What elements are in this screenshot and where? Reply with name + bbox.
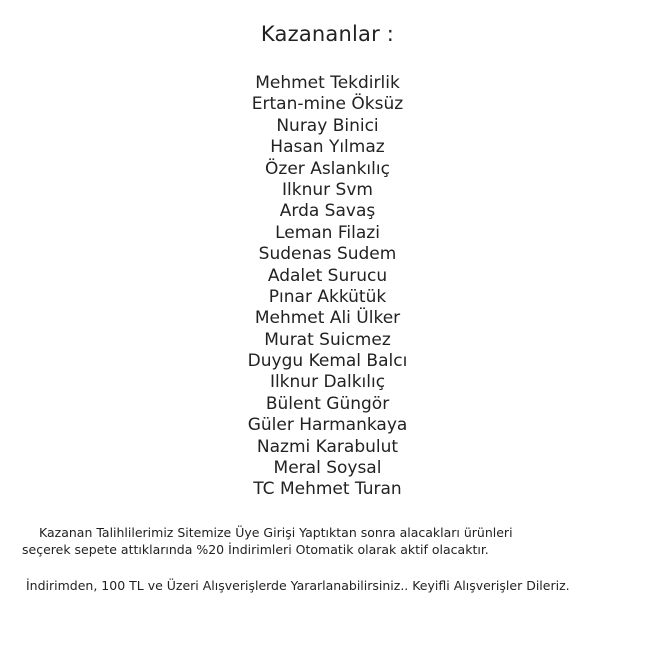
winner-name: Sudenas Sudem [258, 244, 397, 265]
discount-notice-line-2: seçerek sepete attıklarında %20 İndirimleri Otomatik olarak aktif olacaktır. [22, 542, 489, 557]
winner-name: Güler Harmankaya [247, 415, 408, 436]
discount-condition-line: İndirimden, 100 TL ve Üzeri Alışverişlerde Yararlanabilirsiniz.. Keyifli Alışverişler Dileriz. [26, 578, 570, 593]
winner-name: Özer Aslankılıç [265, 158, 390, 179]
winner-name: Ertan-mine Öksüz [251, 94, 404, 115]
winner-name: Ilknur Svm [282, 179, 373, 200]
winner-name: Arda Savaş [279, 201, 376, 222]
winner-name: Mehmet Ali Ülker [254, 308, 401, 329]
winner-name: Ilknur Dalkılıç [269, 372, 386, 393]
winner-name: Pınar Akkütük [268, 286, 387, 307]
winners-list [0, 73, 655, 501]
winner-name: Mehmet Tekdirlik [255, 73, 400, 93]
winner-name: Murat Suicmez [264, 329, 391, 350]
winner-name: Meral Soysal [273, 458, 382, 479]
page-title: Kazananlar : [260, 22, 395, 46]
winner-name: Leman Filazi [275, 222, 380, 243]
winner-name: Duygu Kemal Balcı [247, 351, 408, 372]
discount-notice-line-1: Kazanan Talihlilerimiz Sitemize Üye Girişi Yaptıktan sonra alacakları ürünleri [39, 525, 513, 540]
winner-name: TC Mehmet Turan [253, 479, 402, 500]
winner-name: Bülent Güngör [265, 393, 390, 414]
winner-name: Hasan Yılmaz [270, 137, 385, 158]
winner-name: Adalet Surucu [267, 265, 388, 286]
winner-name: Nuray Binici [276, 115, 379, 136]
winner-name: Nazmi Karabulut [256, 436, 399, 457]
